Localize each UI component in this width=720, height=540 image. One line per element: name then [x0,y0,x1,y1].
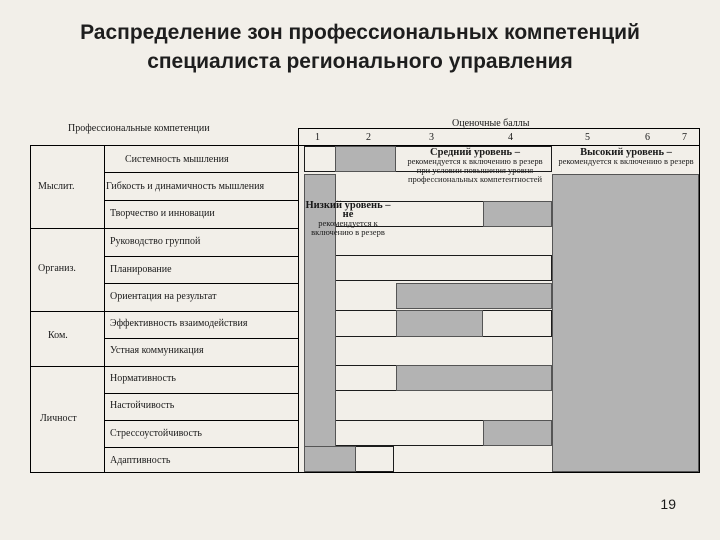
scores-column-border [298,128,299,472]
group-label-communication: Ком. [48,330,68,341]
score-cell-shaded [396,365,552,391]
row-separator [104,447,298,448]
slide-title [0,18,720,76]
group-column-border [104,145,105,472]
high-level-desc: рекомендуется к включению в резерв [558,156,694,166]
table-left-border [30,145,31,472]
score-6: 6 [645,132,650,143]
score-4: 4 [508,132,513,143]
score-cell-shaded [483,420,552,446]
competency-item: Настойчивость [110,400,175,411]
score-cell-shaded [396,283,552,309]
low-level-desc: рекомендуется к включению в резерв [311,218,385,237]
competency-item: Устная коммуникация [110,345,204,356]
competency-item: Планирование [110,264,172,275]
mid-level-desc: рекомендуется к включению в резерв при условии повышения уровня профессиональных компетентностей [407,156,543,184]
competency-item: Гибкость и динамичность мышления [106,181,265,192]
competency-item: Нормативность [110,373,176,384]
title-line-1: Распределение зон профессиональных компетенций [80,21,640,44]
low-level-label [300,201,396,237]
score-3: 3 [429,132,434,143]
competency-item: Ориентация на результат [110,291,217,302]
score-cell-shaded [335,146,396,172]
score-cell-shaded [304,446,356,472]
score-1: 1 [315,132,320,143]
group-label-organization: Организ. [38,263,76,274]
row-separator [104,338,298,339]
mid-level-label [400,148,550,184]
table-bottom-border [30,472,700,473]
row-separator [104,256,298,257]
row-separator [104,200,298,201]
score-2: 2 [366,132,371,143]
low-level-title: Низкий уровень – не [305,200,391,220]
score-cell-shaded [396,310,483,337]
score-row [304,255,552,281]
competency-item: Эффективность взаимодействия [110,318,248,329]
high-level-zone [552,174,699,472]
competency-item: Адаптивность [110,455,171,466]
row-separator [104,283,298,284]
group-separator [30,366,298,367]
table-right-border [699,128,700,472]
competency-item: Стрессоустойчивость [110,428,202,439]
competency-item: Системность мышления [125,154,229,165]
score-cell-shaded [483,201,552,227]
group-separator [30,311,298,312]
score-5: 5 [585,132,590,143]
high-level-title: Высокий уровень – [580,147,672,158]
row-separator [104,172,298,173]
competency-item: Руководство группой [110,236,201,247]
group-label-personal: Личност [40,413,77,424]
header-scores: Оценочные баллы [452,118,530,129]
group-label-thinking: Мыслит. [38,181,75,192]
high-level-label [554,148,698,166]
page-number: 19 [660,496,676,512]
row-separator [104,393,298,394]
group-separator [30,228,298,229]
score-7: 7 [682,132,687,143]
mid-level-title: Средний уровень – [430,147,520,158]
header-competencies: Профессиональные компетенции [68,123,210,134]
title-line-2: специалиста регионального управления [147,50,573,73]
row-separator [104,420,298,421]
competency-item: Творчество и инновации [110,208,215,219]
